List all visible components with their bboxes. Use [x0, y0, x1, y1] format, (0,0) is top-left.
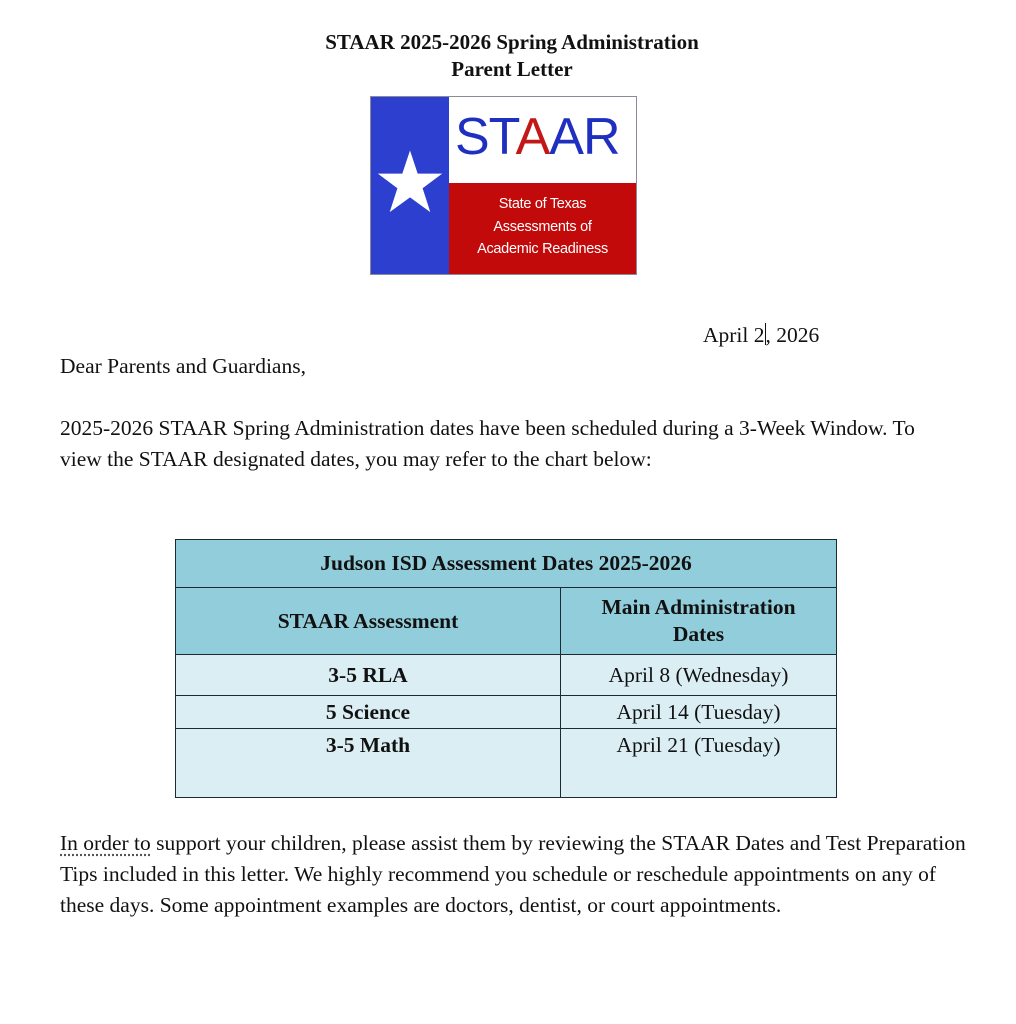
- table-row: [176, 729, 837, 798]
- grammar-flagged-phrase[interactable]: In order to: [60, 831, 151, 855]
- logo-wordmark: [455, 109, 620, 165]
- column-header-assessment: STAAR Assessment: [176, 588, 561, 655]
- wordmark-red-a: A: [515, 108, 550, 166]
- assessment-dates-table: [175, 539, 837, 798]
- document-title: STAAR 2025-2026 Spring Administration: [325, 30, 699, 54]
- star-icon: [375, 147, 445, 217]
- date-year: , 2026: [765, 323, 820, 347]
- column-header-dates: [561, 588, 837, 655]
- wordmark-suffix: AR: [549, 108, 620, 166]
- date-text: April 2: [703, 323, 765, 347]
- assessment-cell: 5 Science: [176, 696, 561, 729]
- logo-subtitle: [449, 193, 636, 261]
- table-row: [176, 655, 837, 696]
- column-header-dates-label: Main Administration Dates: [601, 595, 796, 646]
- date-cell: April 8 (Wednesday): [561, 655, 837, 696]
- document-subtitle: Parent Letter: [451, 57, 573, 81]
- support-paragraph-text: support your children, please assist them by reviewing the STAAR Dates and Test Preparation Tips included in this letter. We highly recommend you schedule or reschedule appointments on any of these days. Some appointment examples are doctors, dentist, or court appointments.: [60, 831, 966, 917]
- assessment-cell: 3-5 Math: [176, 729, 561, 798]
- logo-subtitle-line: Academic Readiness: [477, 241, 608, 257]
- salutation: Dear Parents and Guardians,: [60, 354, 306, 378]
- support-paragraph: [60, 828, 980, 921]
- wordmark-prefix: ST: [455, 108, 516, 166]
- letter-date[interactable]: [703, 320, 819, 351]
- date-cell: April 14 (Tuesday): [561, 696, 837, 729]
- logo-subtitle-line: State of Texas: [498, 196, 587, 212]
- table-row: [176, 696, 837, 729]
- table-caption: Judson ISD Assessment Dates 2025-2026: [176, 540, 837, 588]
- staar-logo: [370, 96, 637, 275]
- logo-subtitle-line: Assessments of: [493, 218, 592, 235]
- assessment-cell: 3-5 RLA: [176, 655, 561, 696]
- date-cell: April 21 (Tuesday): [561, 729, 837, 798]
- intro-paragraph: 2025-2026 STAAR Spring Administration dates have been scheduled during a 3-Week Window. To view the STAAR designated dates, you may refer to the chart below:: [60, 416, 915, 471]
